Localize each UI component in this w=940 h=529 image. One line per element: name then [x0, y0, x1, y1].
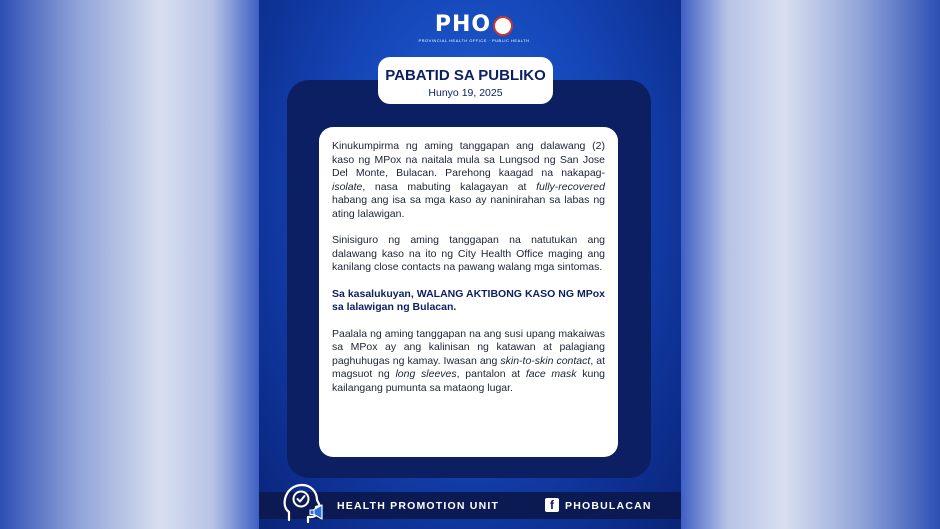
health-promotion-icon: [283, 482, 327, 524]
text-run: , nasa mabuting kalagayan at: [362, 180, 537, 193]
italic-text: skin-to-skin contact: [500, 354, 591, 367]
logo-text: PHO: [434, 12, 492, 37]
text-run: habang ang isa sa mga kaso ay naninirahan sa labas ng ating lalawigan.: [332, 194, 605, 220]
right-background-panel: [681, 0, 940, 529]
text-run: Kinukumpirma ng aming tanggapan ang dalawang (2) kaso ng MPox na naitala mula sa Lungsod ng San Jose Del Monte, Bulacan. Parehong kaagad na nakapag-: [332, 140, 605, 179]
notice-date: Hunyo 19, 2025: [428, 87, 503, 99]
facebook-icon: f: [545, 498, 559, 512]
text-run: , at magsuot ng: [332, 354, 605, 380]
logo-subtitle: PROVINCIAL HEALTH OFFICE · PUBLIC HEALTH: [418, 38, 530, 43]
announcement-poster: [259, 0, 681, 529]
message-card: [319, 127, 618, 457]
left-background-panel: [0, 0, 259, 529]
notice-title: PABATID SA PUBLIKO: [385, 67, 546, 84]
paragraph-status: Sa kasalukuyan, WALANG AKTIBONG KASO NG MPox sa lalawigan ng Bulacan.: [332, 287, 605, 313]
pho-logo: [418, 12, 530, 48]
italic-text: face mask: [525, 368, 577, 380]
paragraph-reminder: [332, 328, 605, 396]
text-run: kung kailangang pumunta sa mataong lugar.: [332, 368, 606, 394]
title-pill: [378, 57, 553, 104]
italic-text: isolate: [332, 180, 363, 193]
italic-text: long sleeves: [395, 368, 457, 380]
text-run: , pantalon at: [456, 368, 526, 380]
text-run: Paalala ng aming tanggapan na ang susi upang makaiwas sa MPox ay ang kalinisan ng katawan at palagiang paghuhugas ng kamay. Iwasan ang: [332, 327, 605, 367]
italic-text: fully-recovered: [536, 180, 605, 193]
paragraph-confirmation: [332, 140, 605, 221]
facebook-page-name: PHOBULACAN: [565, 500, 652, 512]
paragraph-monitoring: Sinisiguro ng aming tanggapan na natutukan ang dalawang kaso na ito ng City Health Office maging ang kanilang close contacts na pawang walang mga sintomas.: [332, 234, 605, 273]
unit-name: HEALTH PROMOTION UNIT: [337, 500, 500, 512]
seal-icon: [493, 16, 513, 36]
